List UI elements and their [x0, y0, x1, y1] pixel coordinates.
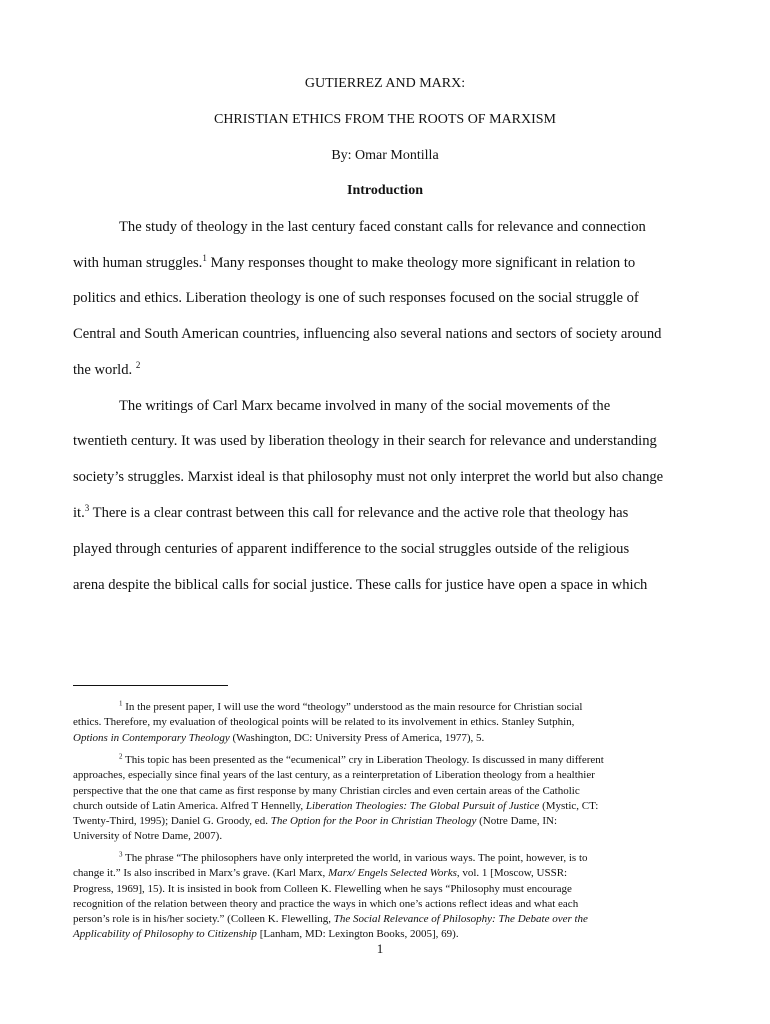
body-line: twentieth century. It was used by liberation theology in their search for relevance and understanding	[73, 433, 657, 449]
document-title: GUTIERREZ AND MARX:	[304, 76, 466, 91]
footnote-separator	[73, 685, 228, 686]
body-line: with human struggles.$^1$ Many responses thought to make theology more significant in relation to	[73, 253, 636, 271]
footnote-mark: 1	[119, 699, 123, 708]
footnote-mark: 2	[119, 752, 123, 761]
footnote-ref[interactable]: 2	[135, 360, 141, 371]
section-heading: Introduction	[347, 183, 423, 198]
footnote-2: $^2$ This topic has been presented as the “ecumenical” cry in Liberation Theology. Is discussed in many different approaches, especially since final years of the last century, as a reinterpretation of Liberation theology from a healthier perspective that the one that came as first response by many Christian circles and even certain areas of the Catholic church outside of Latin America. Alfred T Hennelly, Liberation Theologies: The Global Pursuit of Justice (Mystic, CT: Twenty-Third, 1995); Daniel G. Groody, ed. The Option for the Poor in Christian Theology (Notre Dame, IN: University of Notre Dame, 2007).	[73, 752, 604, 843]
document-subtitle: CHRISTIAN ETHICS FROM THE ROOTS OF MARXISM	[213, 112, 556, 127]
body-line: politics and ethics. Liberation theology is one of such responses focused on the social struggle of	[73, 290, 639, 306]
body-line: the world. $^2$	[73, 360, 141, 378]
body-line: played through centuries of apparent indifference to the social struggles outside of the religious	[73, 541, 630, 557]
footnote-mark: 3	[119, 850, 123, 859]
footnote-ref[interactable]: 1	[202, 253, 207, 264]
footnote-1: $^1$ In the present paper, I will use the word “theology” understood as the main resource for Christian social ethics. Therefore, my evaluation of theological points will be related to its involvement in ethics. Stanley Sutphin, Options in Contemporary Theology (Washington, DC: University Press of America, 1977), 5.	[73, 699, 583, 744]
footnote-ref[interactable]: 3	[84, 503, 90, 514]
body-line: society’s struggles. Marxist ideal is that philosophy must not only interpret the world but also change	[73, 469, 664, 485]
footnote-3: $^3$ The phrase “The philosophers have only interpreted the world, in various ways. The point, however, is to change it.” Is also inscribed in Marx’s grave. (Karl Marx, Marx/ Engels Selected Works, vol. 1 [Moscow, USSR: Progress, 1969], 15). It is insisted in book from Colleen K. Flewelling when he says “Philosophy must encourage recognition of the relation between theory and practice the ways in which one’s actions reflect ideas and what each person’s role is in his/her society.” (Colleen K. Flewelling, The Social Relevance of Philosophy: The Debate over the Applicability of Philosophy to Citizenship [Lanham, MD: Lexington Books, 2005], 69).	[73, 850, 588, 941]
body-line: Central and South American countries, influencing also several nations and sectors of society around	[73, 326, 662, 342]
body-line: The study of theology in the last century faced constant calls for relevance and connection	[119, 219, 646, 235]
body-line: arena despite the biblical calls for social justice. These calls for justice have open a space in which	[73, 577, 648, 593]
body-line: it.$^3$ There is a clear contrast between this call for relevance and the active role that theology has	[73, 503, 629, 521]
page-number: 1	[376, 941, 384, 956]
body-line: The writings of Carl Marx became involved in many of the social movements of the	[119, 398, 611, 414]
byline: By: Omar Montilla	[331, 148, 439, 163]
